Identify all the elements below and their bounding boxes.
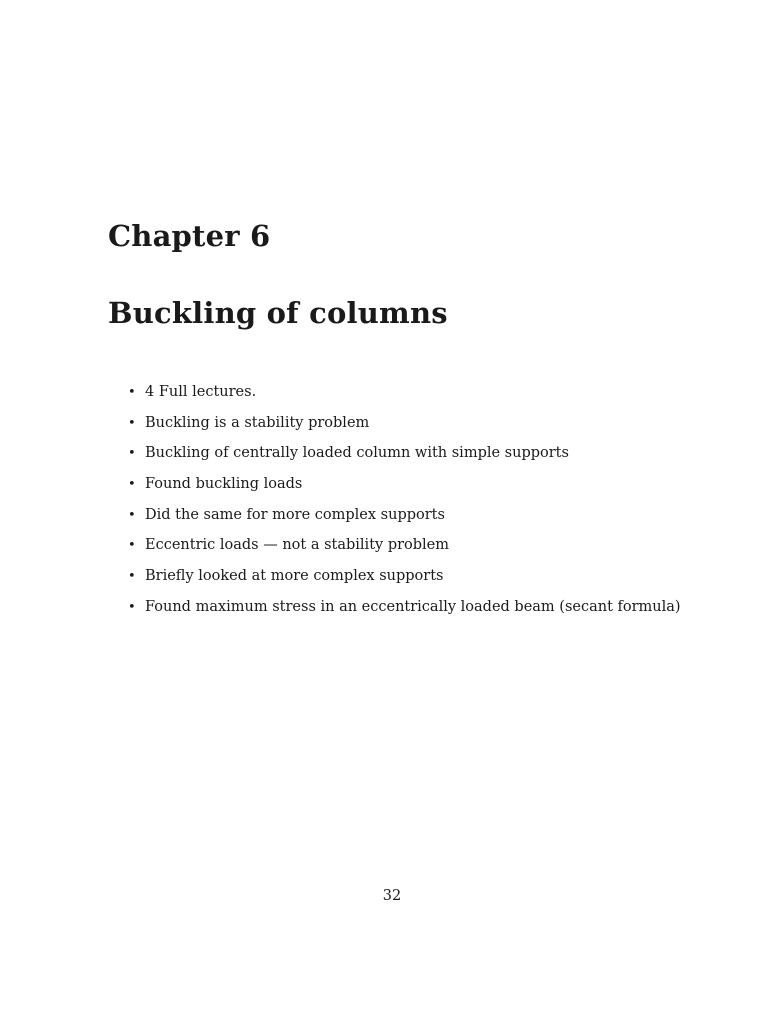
summary-list-item	[128, 595, 728, 626]
summary-list-item	[128, 380, 728, 411]
summary-list-item	[128, 411, 728, 442]
summary-list-item	[128, 533, 728, 564]
chapter-summary-list	[128, 380, 728, 626]
bullet-icon: •	[128, 385, 136, 400]
page-number: 32	[382, 888, 402, 904]
summary-item-text: Buckling is a stability problem	[145, 414, 370, 431]
summary-item-text: Found maximum stress in an eccentrically loaded beam (secant formula)	[145, 598, 681, 615]
summary-item-text: Eccentric loads — not a stability problem	[145, 537, 450, 554]
summary-list-item	[128, 503, 728, 534]
chapter-number-heading: Chapter 6	[108, 219, 271, 253]
bullet-icon: •	[128, 538, 136, 554]
summary-list-item	[128, 441, 728, 472]
summary-item-text: Buckling of centrally loaded column with simple supports	[145, 445, 569, 462]
summary-item-text: Briefly looked at more complex supports	[145, 568, 444, 585]
summary-list-item	[128, 472, 728, 503]
bullet-icon: •	[128, 569, 136, 585]
bullet-icon: •	[128, 415, 136, 431]
bullet-icon: •	[128, 507, 136, 523]
bullet-icon: •	[128, 599, 136, 615]
summary-item-text: 4 Full lectures.	[145, 384, 257, 400]
summary-item-text: Found buckling loads	[145, 476, 303, 493]
summary-item-text: Did the same for more complex supports	[145, 506, 445, 523]
chapter-title-heading: Buckling of columns	[108, 296, 448, 330]
bullet-icon: •	[128, 446, 136, 462]
bullet-icon: •	[128, 477, 136, 493]
summary-list-item	[128, 564, 728, 595]
